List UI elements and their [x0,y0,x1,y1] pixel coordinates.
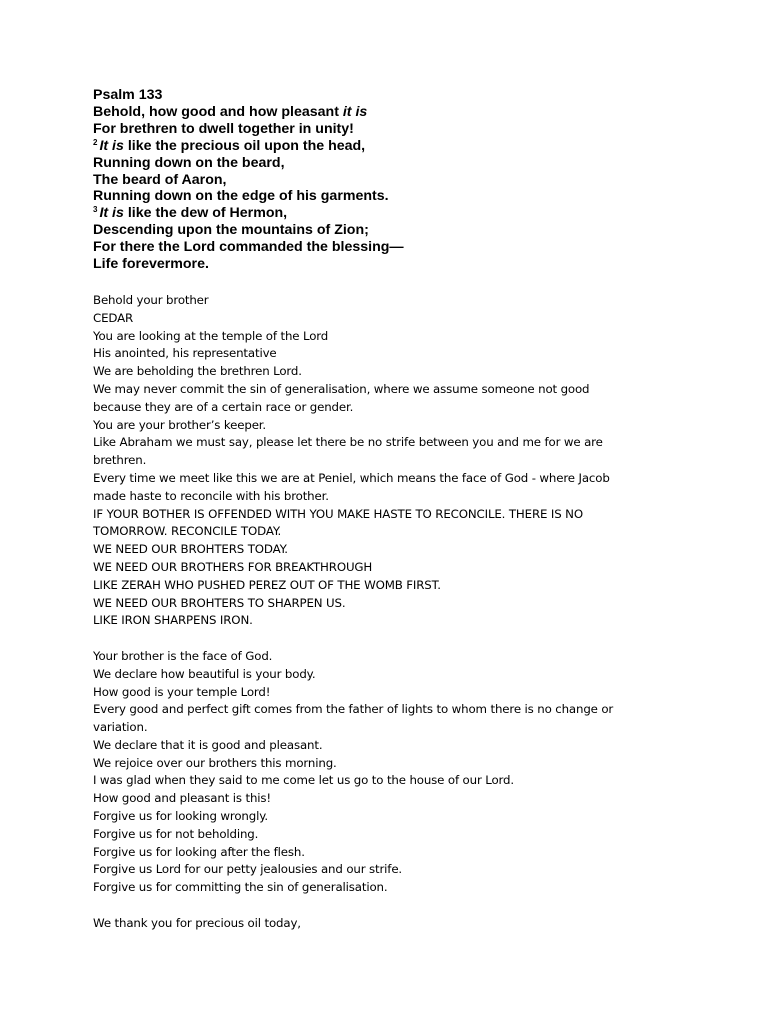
psalm-text: like the precious oil upon the head, [123,137,366,154]
text-line: because they are of a certain race or gender. [93,399,354,414]
psalm-text: Behold, how good and how pleasant [93,103,343,120]
document-page [93,87,673,933]
verse-number: 2 [93,137,98,147]
text-line: You are looking at the temple of the Lord [93,328,329,343]
psalm-line: For brethren to dwell together in unity! [93,120,354,137]
text-line: His anointed, his representative [93,346,277,361]
psalm-italic: It is [99,205,124,222]
text-line: You are your brother’s keeper. [93,417,267,432]
text-line: variation. [93,720,148,735]
text-line: Every time we meet like this we are at Peniel, which means the face of God - where Jacob [93,470,610,485]
text-line: LIKE IRON SHARPENS IRON. [93,613,253,628]
text-line: We rejoice over our brothers this morning. [93,755,337,770]
text-line: brethren. [93,453,147,468]
text-line: We declare how beautiful is your body. [93,666,316,681]
paragraph-face-of-god [93,648,673,897]
text-line: Every good and perfect gift comes from the father of lights to whom there is no change or [93,702,614,717]
text-line: Forgive us Lord for our petty jealousies and our strife. [93,862,403,877]
psalm-line: For there the Lord commanded the blessing— [93,239,404,256]
psalm-line: Running down on the edge of his garments. [93,188,389,205]
text-line: We may never commit the sin of generalisation, where we assume someone not good [93,381,590,396]
text-line: How good and pleasant is this! [93,791,272,806]
text-line: WE NEED OUR BROHTERS TODAY. [93,542,288,557]
paragraph-behold [93,292,673,630]
text-line: TOMORROW. RECONCILE TODAY. [93,524,282,539]
psalm-italic: it is [342,103,368,120]
text-line: Forgive us for looking after the flesh. [93,844,305,859]
text-line: Forgive us for not beholding. [93,826,259,841]
text-line: We thank you for precious oil today, [93,915,301,930]
text-line: made haste to reconcile with his brother. [93,488,329,503]
psalm-line: The beard of Aaron, [93,171,227,188]
psalm-title: Psalm 133 [93,87,163,103]
text-line: Forgive us for committing the sin of generalisation. [93,880,388,895]
text-line: We are beholding the brethren Lord. [93,364,302,379]
text-line: WE NEED OUR BROTHERS FOR BREAKTHROUGH [93,559,373,574]
psalm-italic: It is [99,137,124,154]
text-line: Like Abraham we must say, please let there be no strife between you and me for we are [93,435,603,450]
psalm-line: Running down on the beard, [93,154,285,171]
verse-number: 3 [93,205,98,215]
psalm-line: Descending upon the mountains of Zion; [93,222,369,239]
text-line: WE NEED OUR BROHTERS TO SHARPEN US. [93,595,346,610]
text-line: Forgive us for looking wrongly. [93,809,268,824]
text-line: I was glad when they said to me come let us go to the house of our Lord. [93,773,514,788]
psalm-block [93,87,673,273]
psalm-text: like the dew of Hermon, [123,205,288,222]
psalm-line [93,104,673,121]
paragraph-thanks [93,915,673,933]
text-line: LIKE ZERAH WHO PUSHED PEREZ OUT OF THE WOMB FIRST. [93,577,441,592]
psalm-line: Life forevermore. [93,256,209,273]
psalm-line [93,138,673,155]
text-line: How good is your temple Lord! [93,684,271,699]
text-line: CEDAR [93,310,134,325]
text-line: Your brother is the face of God. [93,648,273,663]
psalm-line [93,205,673,222]
text-line: IF YOUR BOTHER IS OFFENDED WITH YOU MAKE HASTE TO RECONCILE. THERE IS NO [93,506,583,521]
text-line: We declare that it is good and pleasant. [93,737,323,752]
text-line: Behold your brother [93,292,209,307]
